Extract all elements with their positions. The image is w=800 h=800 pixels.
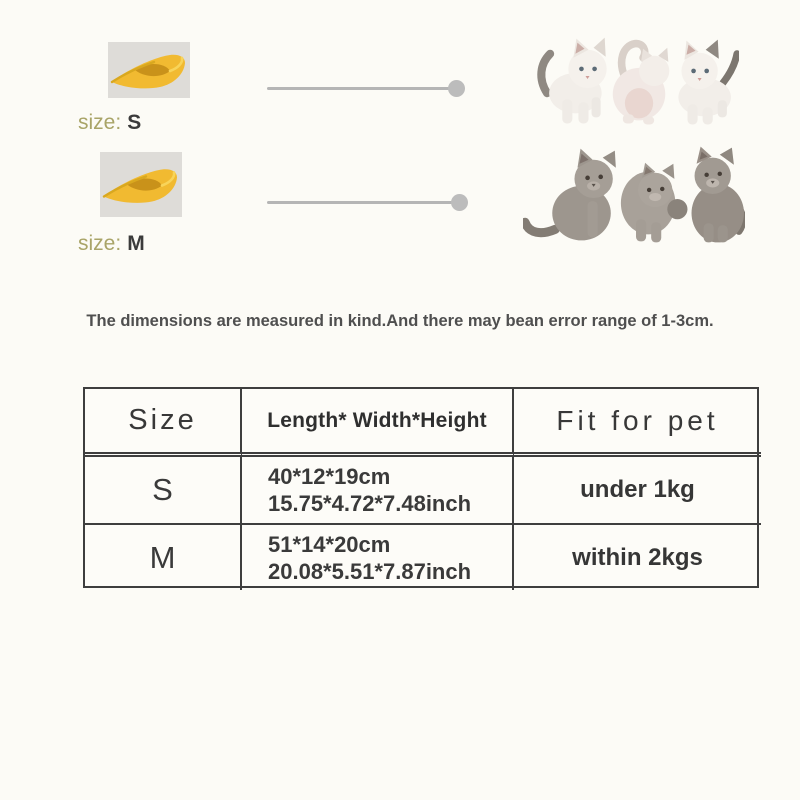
- white-kittens-photo: [535, 30, 739, 126]
- pointer-line-s-to-kittens: [267, 80, 465, 97]
- three-grey-kittens-icon: [523, 144, 745, 244]
- three-white-kittens-icon: [535, 30, 739, 126]
- product-photo-size-m: [100, 152, 182, 217]
- size-option-m: [78, 233, 145, 254]
- table-cell-dimensions-s: [242, 457, 514, 525]
- table-header-size: Size: [85, 389, 242, 457]
- yellow-boat-bed-icon: [100, 152, 182, 217]
- size-label-prefix: size:: [78, 232, 122, 255]
- dimensions-cm: 51*14*20cm: [268, 531, 391, 557]
- table-cell-dimensions-m: [242, 525, 514, 590]
- dimensions-note: The dimensions are measured in kind.And there may bean error range of 1-3cm.: [86, 312, 714, 330]
- dimensions-inch: 15.75*4.72*7.48inch: [268, 491, 472, 516]
- table-cell-size-s: S: [85, 457, 242, 525]
- pointer-dot: [451, 194, 468, 211]
- pointer-line: [267, 201, 454, 204]
- pointer-line-m-to-kittens: [267, 194, 468, 211]
- pointer-line: [267, 87, 451, 90]
- dimensions-inch: 20.08*5.51*7.87inch: [268, 558, 472, 584]
- dimensions-cm: 40*12*19cm: [268, 464, 391, 489]
- size-label-prefix: size:: [78, 111, 122, 134]
- table-header-dimensions: Length* Width*Height: [242, 389, 514, 457]
- grey-kittens-photo: [523, 144, 745, 244]
- size-chart-table: [83, 387, 759, 588]
- product-photo-size-s: [108, 42, 190, 98]
- table-cell-fit-m: within 2kgs: [572, 543, 703, 571]
- table-cell-fit-s: under 1kg: [514, 457, 761, 525]
- pointer-dot: [448, 80, 465, 97]
- size-option-s: [78, 112, 141, 133]
- size-label-value: M: [127, 232, 145, 255]
- size-label-value: S: [127, 111, 142, 134]
- table-header-fit: Fit for pet: [514, 389, 761, 457]
- table-cell-size-m: M: [85, 525, 242, 590]
- yellow-boat-bed-icon: [108, 42, 190, 98]
